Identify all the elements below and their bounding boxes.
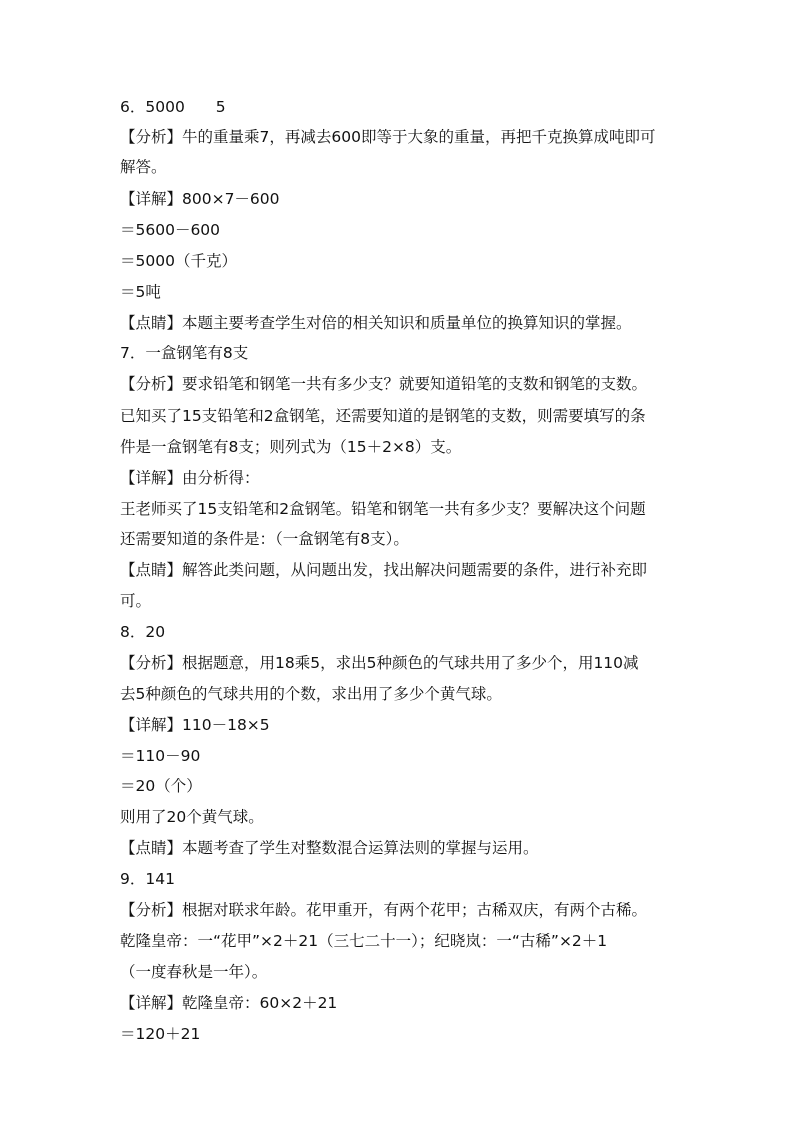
detail-6-line-1: 【详解】800×7－600 — [120, 190, 280, 208]
comment-7-line-1: 【点睛】解答此类问题，从问题出发，找出解决问题需要的条件，进行补充即 — [120, 561, 648, 579]
analysis-7-line-3: 件是一盒钢笔有8支；则列式为（15＋2×8）支。 — [120, 438, 462, 456]
detail-8-line-3: ＝20（个） — [120, 777, 202, 795]
answer-7-heading: 7．一盒钢笔有8支 — [120, 344, 249, 362]
analysis-8-line-1: 【分析】根据题意，用18乘5，求出5种颜色的气球共用了多少个，用110减 — [120, 654, 639, 672]
detail-9-line-2: ＝120＋21 — [120, 1025, 201, 1043]
detail-9-line-1: 【详解】乾隆皇帝：60×2＋21 — [120, 994, 338, 1012]
comment-6: 【点睛】本题主要考查学生对倍的相关知识和质量单位的换算知识的掌握。 — [120, 314, 632, 332]
analysis-7-line-2: 已知买了15支铅笔和2盒钢笔，还需要知道的是钢笔的支数，则需要填写的条 — [120, 407, 646, 425]
detail-8-line-4: 则用了20个黄气球。 — [120, 808, 264, 826]
detail-8-line-2: ＝110－90 — [120, 747, 201, 765]
analysis-9-line-3: （一度春秋是一年）。 — [120, 963, 268, 981]
detail-6-line-3: ＝5000（千克） — [120, 252, 237, 270]
detail-6-line-4: ＝5吨 — [120, 283, 161, 301]
detail-7-line-1: 【详解】由分析得： — [120, 469, 260, 487]
comment-7-line-2: 可。 — [120, 592, 152, 610]
analysis-9-line-1: 【分析】根据对联求年龄。花甲重开，有两个花甲；古稀双庆，有两个古稀。 — [120, 901, 648, 919]
analysis-8-line-2: 去5种颜色的气球共用的个数，求出用了多少个黄气球。 — [120, 685, 502, 703]
answer-6-heading: 6．5000 5 — [120, 98, 226, 116]
answer-8-heading: 8．20 — [120, 623, 166, 641]
detail-7-line-2: 王老师买了15支铅笔和2盒钢笔。铅笔和钢笔一共有多少支？要解决这个问题 — [120, 500, 646, 518]
analysis-7-line-1: 【分析】要求铅笔和钢笔一共有多少支？就要知道铅笔的支数和钢笔的支数。 — [120, 375, 648, 393]
comment-8: 【点睛】本题考查了学生对整数混合运算法则的掌握与运用。 — [120, 839, 539, 857]
detail-8-line-1: 【详解】110－18×5 — [120, 716, 270, 734]
detail-6-line-2: ＝5600－600 — [120, 221, 221, 239]
analysis-9-line-2: 乾隆皇帝：一“花甲”×2＋21（三七二十一）；纪晓岚：一“古稀”×2＋1 — [120, 932, 608, 950]
detail-7-line-3: 还需要知道的条件是：（一盒钢笔有8支）。 — [120, 530, 409, 548]
analysis-6-line-2: 解答。 — [120, 158, 167, 176]
analysis-6-line-1: 【分析】牛的重量乘7，再减去600即等于大象的重量，再把千克换算成吨即可 — [120, 128, 656, 146]
answer-9-heading: 9．141 — [120, 870, 175, 888]
